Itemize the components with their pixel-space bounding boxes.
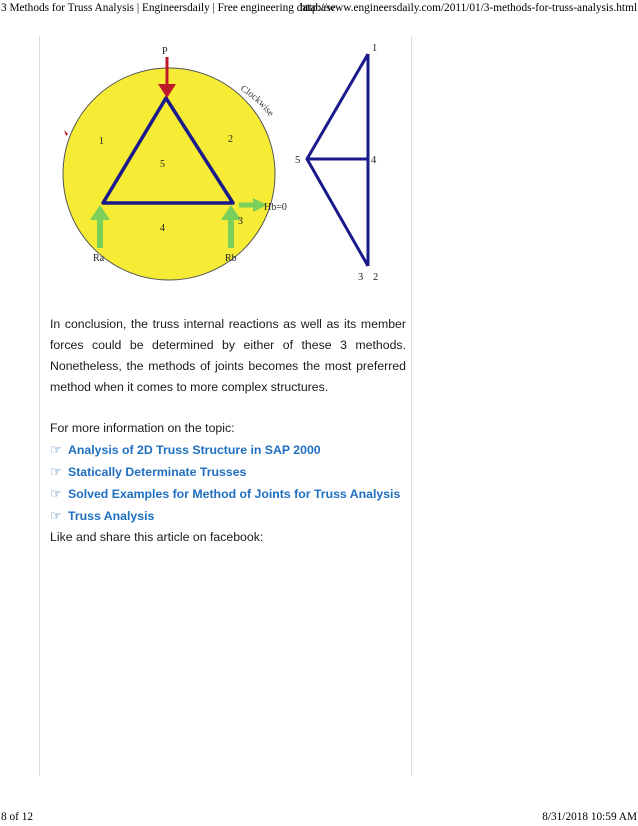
force-diagram-node-2: 2 <box>373 272 379 283</box>
arrowhead-left <box>64 130 68 136</box>
support-label-ra: Ra <box>93 253 105 264</box>
page-url[interactable]: http://www.engineersdaily.com/2011/01/3-methods-for-truss-analysis.html <box>299 2 637 14</box>
related-link-item <box>50 483 406 505</box>
content-border-left <box>39 36 40 776</box>
region-label-2: 2 <box>228 134 233 145</box>
right-support-arrow-shaft <box>228 220 234 248</box>
force-diagram-node-3: 3 <box>358 272 364 283</box>
page-counter: 8 of 12 <box>1 811 34 823</box>
corner-label-3: 3 <box>238 216 243 227</box>
related-link-item <box>50 439 406 461</box>
force-diagram-node-5: 5 <box>295 155 301 166</box>
region-label-5: 5 <box>160 159 165 170</box>
related-link-item <box>50 505 406 527</box>
related-links <box>50 439 406 527</box>
conclusion-paragraph: In conclusion, the truss internal reactions as well as its member forces could be determined by either of these 3 methods. Nonetheless, the methods of joints becomes the most preferred method when it comes to more complex structures. <box>50 317 406 394</box>
pointing-hand-icon: ☞ <box>50 464 62 479</box>
link-method-of-joints-examples[interactable]: Solved Examples for Method of Joints for Truss Analysis <box>68 487 401 501</box>
region-label-4: 4 <box>160 223 165 234</box>
force-diagram-node-1: 1 <box>372 43 378 54</box>
clockwise-label: Clockwise <box>238 84 276 119</box>
link-sap2000-analysis[interactable]: Analysis of 2D Truss Structure in SAP 2000 <box>68 443 321 457</box>
share-prompt: Like and share this article on facebook: <box>50 530 264 544</box>
related-link-item <box>50 461 406 483</box>
region-label-1: 1 <box>99 136 104 147</box>
pointing-hand-icon: ☞ <box>50 442 62 457</box>
content-border-right <box>411 36 412 776</box>
force-diagram-node-4: 4 <box>371 155 377 166</box>
link-statically-determinate[interactable]: Statically Determinate Trusses <box>68 465 247 479</box>
left-support-arrow-shaft <box>97 220 103 248</box>
pointing-hand-icon: ☞ <box>50 508 62 523</box>
reaction-label-hb: Hb=0 <box>264 202 287 213</box>
more-info-intro: For more information on the topic: <box>50 421 235 435</box>
support-label-rb: Rb <box>225 253 237 264</box>
force-diagram <box>307 54 368 266</box>
article-body <box>50 314 406 548</box>
pointing-hand-icon: ☞ <box>50 486 62 501</box>
page-title: 3 Methods for Truss Analysis | Engineersdaily | Free engineering database <box>1 2 336 14</box>
load-label: P <box>162 46 168 57</box>
link-truss-analysis[interactable]: Truss Analysis <box>68 509 155 523</box>
print-timestamp: 8/31/2018 10:59 AM <box>542 811 637 823</box>
truss-figure <box>55 40 395 290</box>
